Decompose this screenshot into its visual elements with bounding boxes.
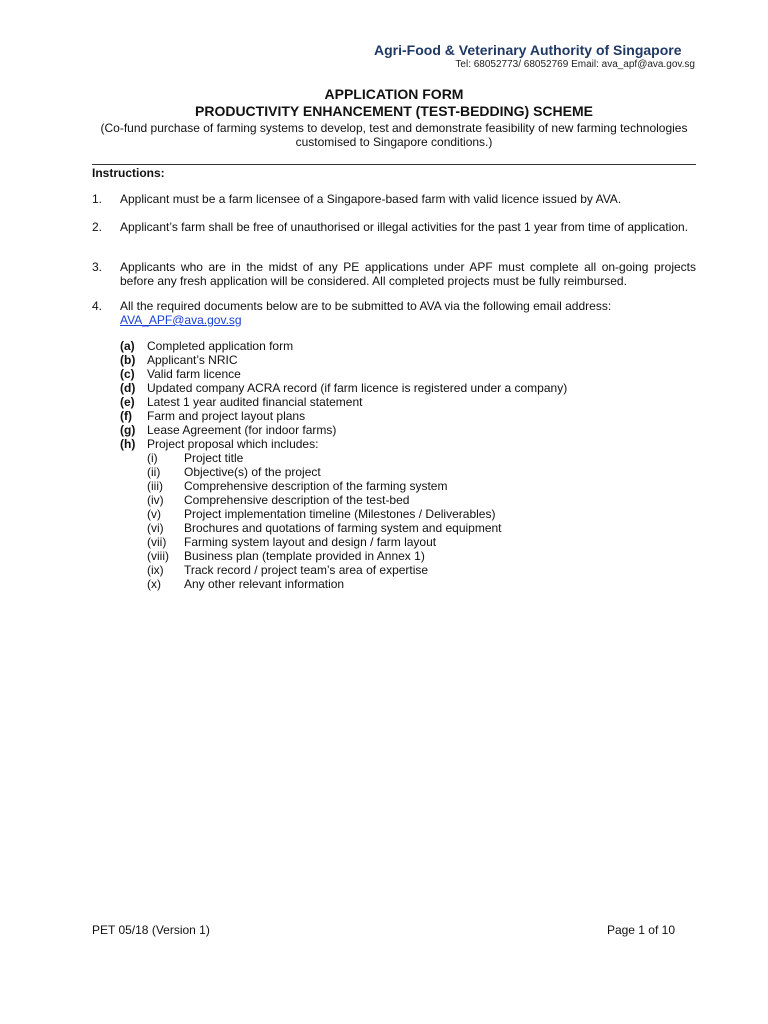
- required-documents-list: [120, 339, 567, 591]
- document-letter: (d): [120, 381, 136, 395]
- document-letter: (a): [120, 339, 135, 353]
- page-number: Page 1 of 10: [606, 923, 675, 937]
- document-item: [120, 381, 567, 395]
- item-text-body: All the required documents below are to be submitted to AVA via the following email address:: [120, 299, 612, 313]
- organization-name: Agri-Food & Veterinary Authority of Singapore: [374, 42, 682, 58]
- instruction-item-2: [92, 220, 696, 234]
- document-text: Valid farm licence: [147, 367, 241, 381]
- proposal-text: Project title: [184, 451, 244, 465]
- instruction-item-4: [92, 299, 696, 327]
- proposal-text: Track record / project team’s area of expertise: [184, 563, 429, 577]
- proposal-number: (ii): [147, 465, 161, 479]
- item-text: Applicant’s farm shall be free of unauthorised or illegal activities for the past 1 year from time of application.: [120, 220, 689, 234]
- item-text: Applicant must be a farm licensee of a Singapore-based farm with valid licence issued by AVA.: [120, 192, 622, 206]
- document-letter: (c): [120, 367, 135, 381]
- form-title: APPLICATION FORM: [324, 86, 464, 102]
- proposal-text: Business plan (template provided in Annex 1): [184, 549, 425, 563]
- proposal-text: Any other relevant information: [184, 577, 345, 591]
- document-text: Latest 1 year audited financial statement: [147, 395, 363, 409]
- proposal-text: Comprehensive description of the farming system: [184, 479, 448, 493]
- proposal-number: (vi): [147, 521, 164, 535]
- proposal-item: [147, 451, 567, 465]
- document-item: [120, 423, 567, 437]
- document-letter: (b): [120, 353, 136, 367]
- proposal-item: [147, 563, 567, 577]
- scheme-subtitle: (Co-fund purchase of farming systems to develop, test and demonstrate feasibility of new farming technologies customised to Singapore conditions.): [100, 121, 688, 149]
- item-number: 2.: [92, 220, 103, 234]
- item-text: Applicants who are in the midst of any PE applications under APF must complete all on-going projects before any fresh application will be considered. All completed projects must be fully reimbursed.: [120, 260, 696, 288]
- document-text: Completed application form: [147, 339, 294, 353]
- document-text: Project proposal which includes:: [147, 437, 319, 451]
- scheme-title: PRODUCTIVITY ENHANCEMENT (TEST-BEDDING) SCHEME: [195, 103, 593, 119]
- proposal-item: [147, 465, 567, 479]
- contact-line: Tel: 68052773/ 68052769 Email: ava_apf@ava.gov.sg: [455, 59, 695, 70]
- proposal-text: Brochures and quotations of farming system and equipment: [184, 521, 502, 535]
- document-text: Applicant’s NRIC: [147, 353, 238, 367]
- proposal-item: [147, 549, 567, 563]
- title-block: [92, 86, 696, 149]
- proposal-text: Project implementation timeline (Milestones / Deliverables): [184, 507, 496, 521]
- proposal-number: (viii): [147, 549, 169, 563]
- instructions-heading: Instructions:: [92, 166, 165, 180]
- proposal-number: (vii): [147, 535, 167, 549]
- document-reference: PET 05/18 (Version 1): [92, 923, 210, 937]
- proposal-number: (i): [147, 451, 158, 465]
- proposal-number: (ix): [147, 563, 164, 577]
- item-text: [120, 299, 696, 327]
- document-letter: (g): [120, 423, 136, 437]
- proposal-text: Objective(s) of the project: [184, 465, 321, 479]
- proposal-text: Farming system layout and design / farm layout: [184, 535, 437, 549]
- document-item: [120, 339, 567, 353]
- document-item: [120, 367, 567, 381]
- proposal-number: (x): [147, 577, 161, 591]
- instruction-item-3: [92, 260, 696, 288]
- instruction-item-1: [92, 192, 696, 206]
- proposal-item: [147, 479, 567, 493]
- proposal-item: [147, 507, 567, 521]
- document-letter: (e): [120, 395, 135, 409]
- proposal-number: (iii): [147, 479, 163, 493]
- proposal-number: (v): [147, 507, 161, 521]
- document-text: Updated company ACRA record (if farm licence is registered under a company): [147, 381, 568, 395]
- document-letter: (f): [120, 409, 132, 423]
- email-link[interactable]: AVA_APF@ava.gov.sg: [120, 313, 242, 327]
- proposal-number: (iv): [147, 493, 164, 507]
- proposal-item: [147, 521, 567, 535]
- proposal-item: [147, 535, 567, 549]
- divider: [92, 164, 696, 165]
- proposal-text: Comprehensive description of the test-bed: [184, 493, 410, 507]
- item-number: 3.: [92, 260, 103, 274]
- document-item: [120, 353, 567, 367]
- document-letter: (h): [120, 437, 136, 451]
- item-number: 4.: [92, 299, 103, 313]
- document-text: Farm and project layout plans: [147, 409, 306, 423]
- item-number: 1.: [92, 192, 103, 206]
- document-text: Lease Agreement (for indoor farms): [147, 423, 337, 437]
- document-item: [120, 409, 567, 423]
- proposal-item: [147, 577, 567, 591]
- document-item: [120, 395, 567, 409]
- proposal-item: [147, 493, 567, 507]
- document-item: [120, 437, 567, 451]
